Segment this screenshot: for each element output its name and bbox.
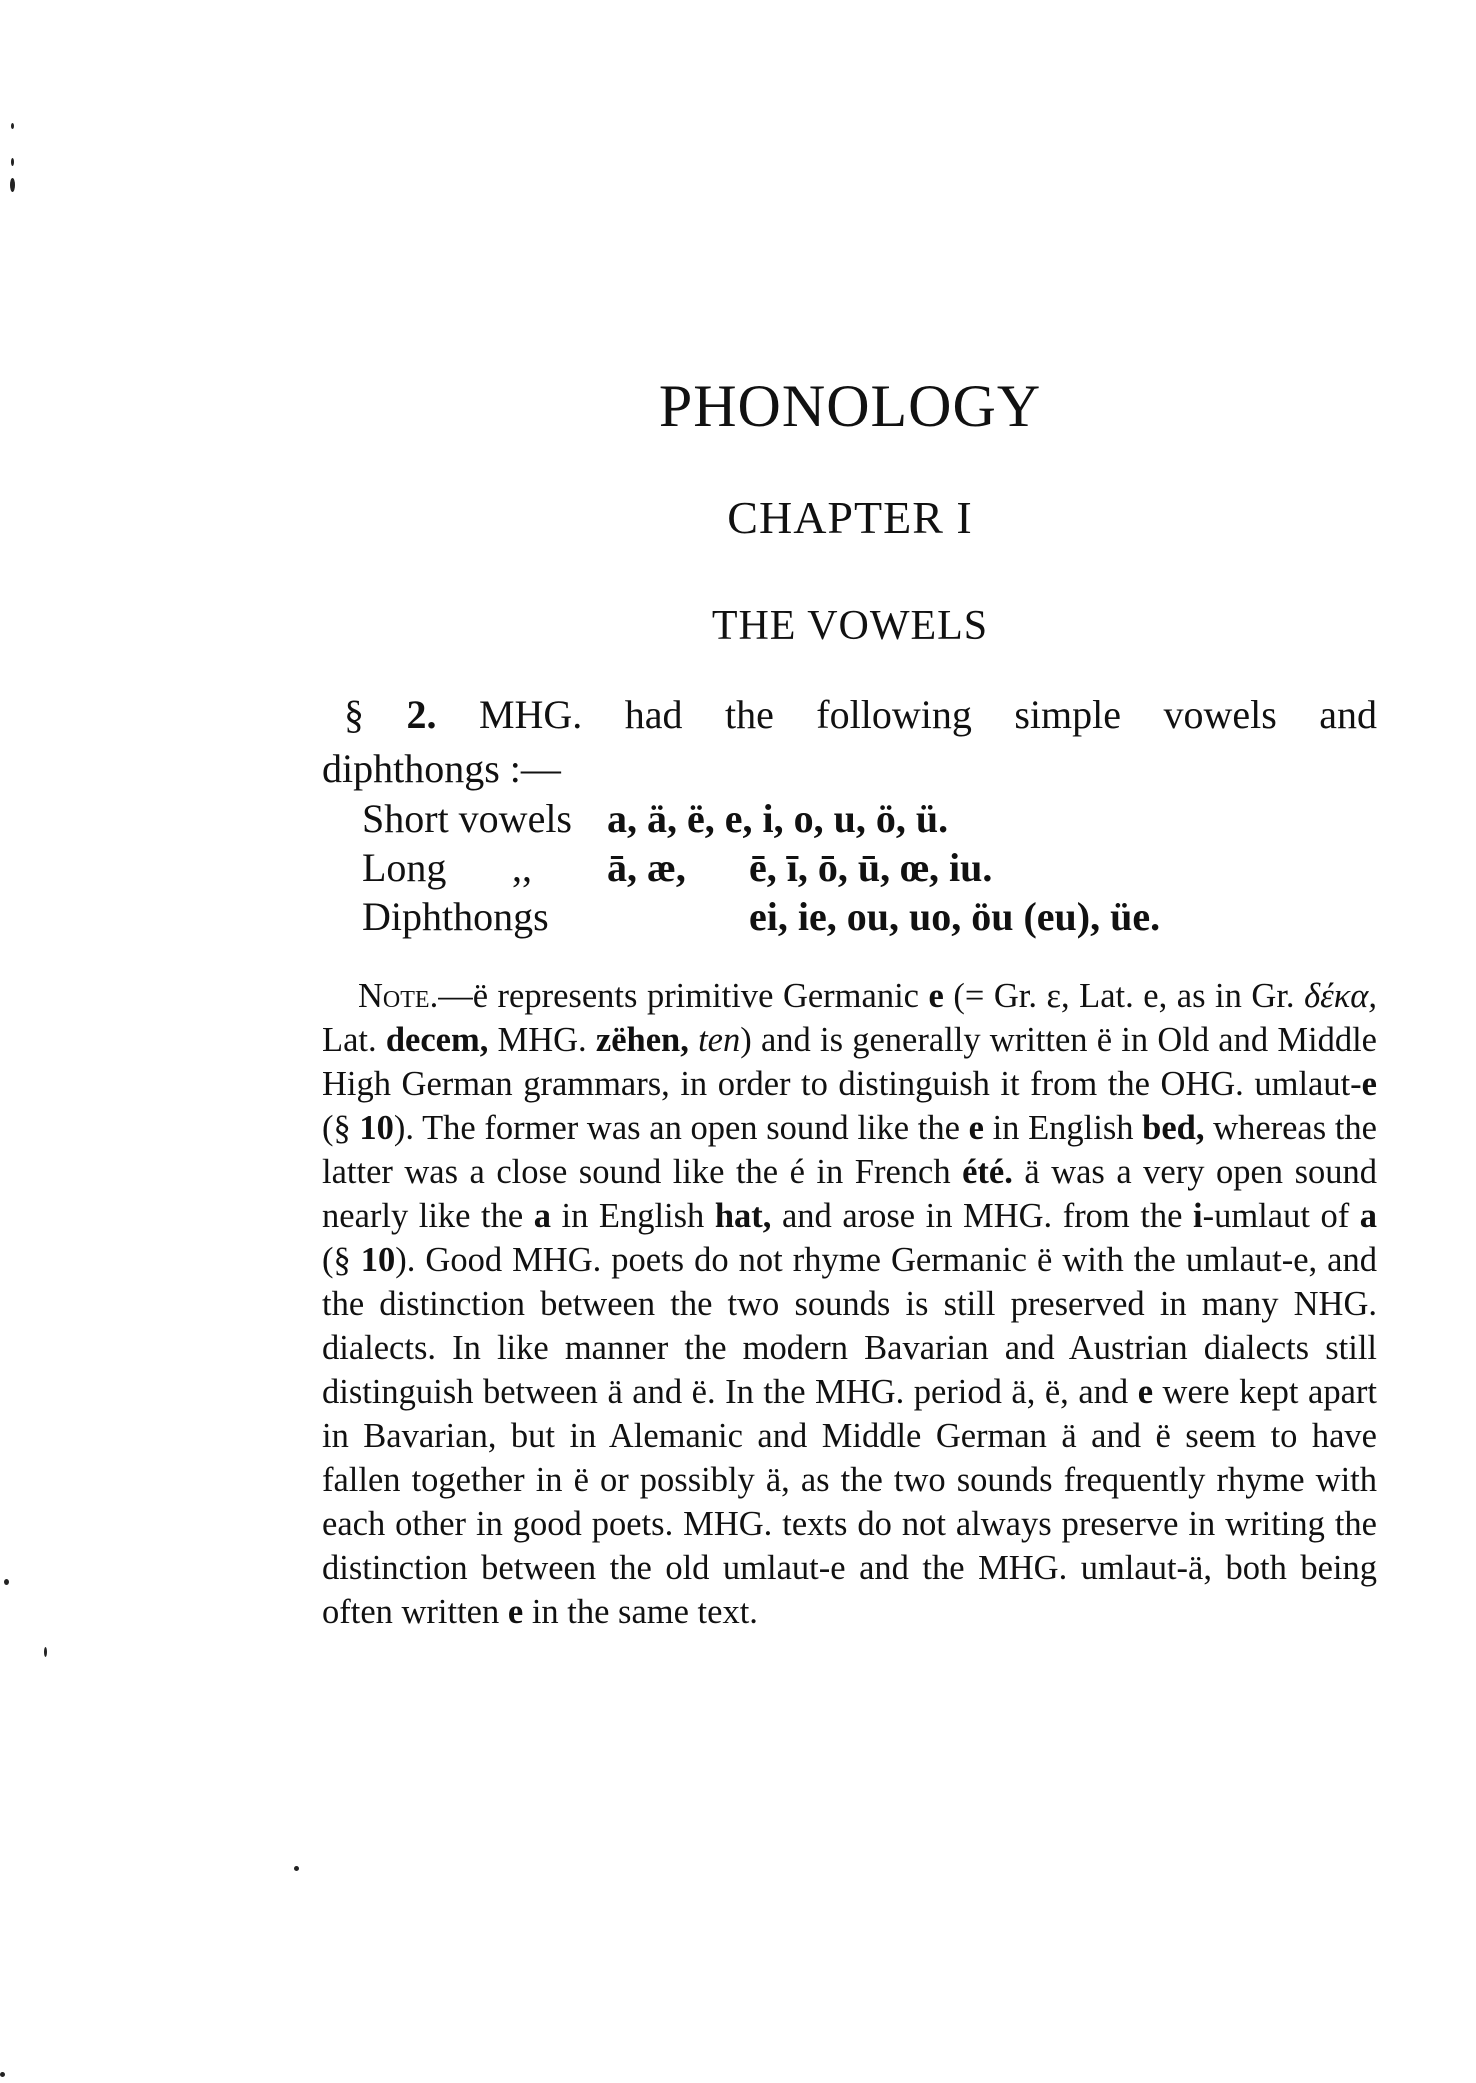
speck xyxy=(294,1866,299,1871)
note-section-ref: 10 xyxy=(360,1241,396,1279)
note-greek-word: δέκα, xyxy=(1304,977,1377,1015)
note-bold-term: i xyxy=(1193,1197,1203,1235)
note-text: Lat. xyxy=(322,1021,386,1059)
ditto-mark: ,, xyxy=(512,845,532,890)
speck xyxy=(11,158,14,166)
section-2-first-line xyxy=(322,688,1377,742)
note-bold-term: e xyxy=(928,977,944,1015)
note-text: (§ xyxy=(322,1109,360,1147)
speck xyxy=(11,123,14,129)
note-text: —ë represents primitive Germanic xyxy=(438,977,929,1015)
note-text: whereas the latter was a close sound like the é in French xyxy=(322,1109,1377,1191)
note-bold-term: decem, xyxy=(385,1021,489,1059)
chapter-title: CHAPTER I xyxy=(727,492,973,543)
note-bold-term: e xyxy=(1361,1065,1377,1103)
note-bold-term: hat, xyxy=(714,1197,772,1235)
note-text: MHG. xyxy=(488,1021,596,1059)
note-text: were kept apart in Bavarian, but in Alemanic and Middle German ä and ë seem to have fallen together in ë or possibly ä, as the two sounds frequently rhyme with each other in good poets. MHG. texts do not always preserve in writing the distinction between the old umlaut-e and the MHG. umlaut-ä, both being often written xyxy=(322,1373,1377,1631)
note-text: ä was a very open sound nearly like the xyxy=(322,1153,1377,1235)
long-vowels-first: ā, æ, xyxy=(607,845,686,890)
note-bold-term: e xyxy=(1137,1373,1154,1411)
note-bold-term: e xyxy=(507,1593,524,1631)
note-label: Note. xyxy=(358,977,439,1015)
note-text: in English xyxy=(983,1109,1143,1147)
note-text: ). Good MHG. poets do not rhyme Germanic ë with the umlaut-e, and the distinction between the two sounds is still preserved in many NHG. dialects. In like manner the modern Bavarian and Austrian dialects still distinguish between ä and ë. In the MHG. period ä, ë, and xyxy=(322,1241,1377,1411)
note-text xyxy=(689,1021,698,1059)
note-paragraph xyxy=(322,974,1377,1634)
long-vowels-second: ē, ī, ō, ū, œ, iu. xyxy=(749,845,993,890)
note-text: and arose in MHG. from the xyxy=(771,1197,1194,1235)
note-text: (§ xyxy=(322,1241,361,1279)
long-vowels-label: Long xyxy=(362,845,447,890)
section-2-text-line2: diphthongs :— xyxy=(322,746,561,791)
section-number: 2. xyxy=(406,692,437,737)
section-title: THE VOWELS xyxy=(711,603,989,649)
note-section-ref: 10 xyxy=(359,1109,394,1147)
diphthongs-label: Diphthongs xyxy=(362,894,549,939)
note-bold-term: bed, xyxy=(1142,1109,1205,1147)
note-bold-term: a xyxy=(1359,1197,1377,1235)
section-2-text-line1: MHG. had the following simple vowels and xyxy=(478,692,1377,737)
section-mark: § xyxy=(344,692,364,737)
diphthongs-list: ei, ie, ou, uo, öu (eu), üe. xyxy=(749,894,1161,939)
speck xyxy=(4,1579,9,1585)
speck xyxy=(0,2072,5,2077)
note-text: in English xyxy=(550,1197,715,1235)
note-bold-term: e xyxy=(968,1109,984,1147)
note-text: ). The former was an open sound like the xyxy=(393,1109,969,1147)
note-bold-term: été. xyxy=(962,1153,1013,1191)
note-italic-gloss: ten xyxy=(698,1021,741,1059)
note-text: ) and is generally written ë in Old and Middle High German grammars, in order to distinguish it from the OHG. umlaut- xyxy=(322,1021,1377,1103)
section-2-paragraph xyxy=(322,688,1377,796)
note-bold-term: a xyxy=(533,1197,551,1235)
note-text: -umlaut of xyxy=(1202,1197,1360,1235)
short-vowels-label: Short vowels xyxy=(362,796,572,841)
short-vowels-list: a, ä, ë, e, i, o, u, ö, ü. xyxy=(607,796,949,841)
note-bold-term: zëhen, xyxy=(595,1021,689,1059)
part-title: PHONOLOGY xyxy=(658,373,1042,439)
note-text: in the same text. xyxy=(523,1593,758,1631)
speck xyxy=(44,1647,47,1657)
speck xyxy=(10,178,15,192)
note-text: (= Gr. ε, Lat. e, as in Gr. xyxy=(943,977,1305,1015)
